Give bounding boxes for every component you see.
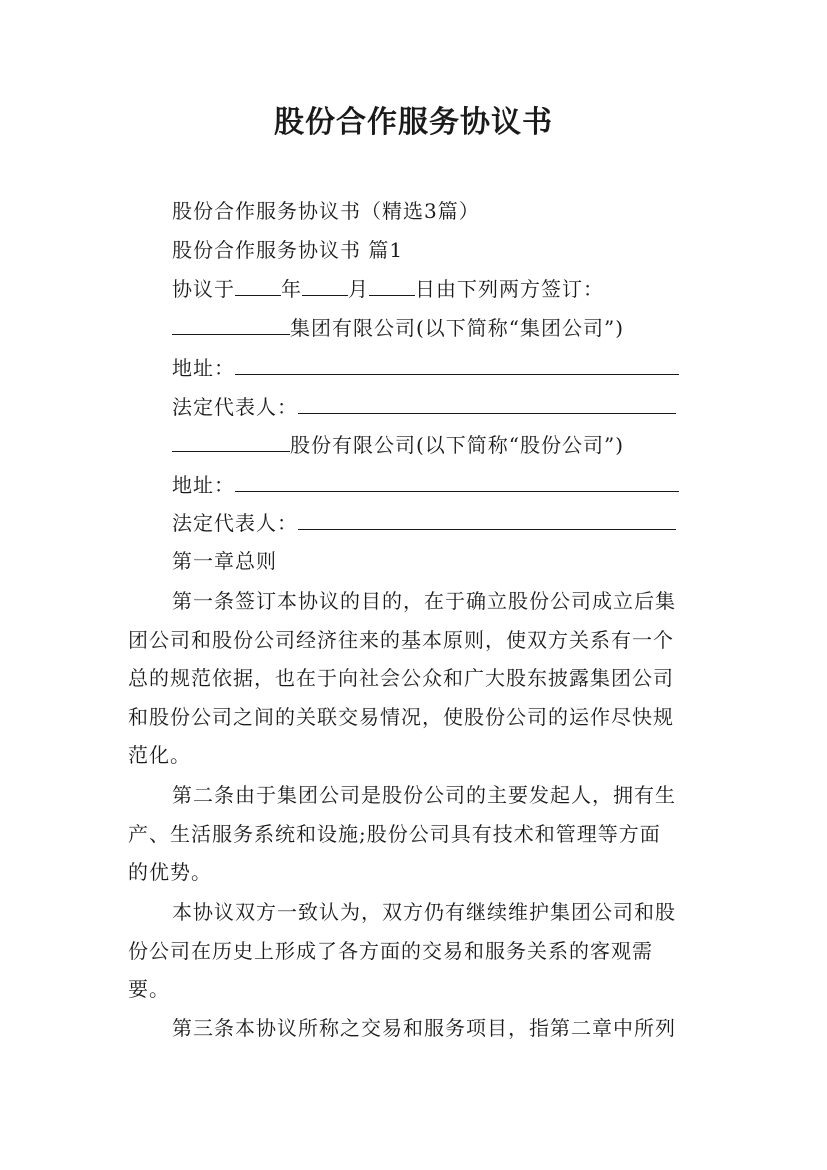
party-a-address-line: [172, 354, 679, 382]
paragraph-line: 产、生活服务系统和设施;股份公司具有技术和管理等方面: [128, 822, 661, 846]
month-blank: [302, 275, 348, 296]
sign-date-line: [172, 275, 604, 303]
paragraph-line: 份公司在历史上形成了各方面的交易和服务关系的客观需: [128, 939, 653, 963]
party-a-name-suffix: 集团有限公司(以下简称“集团公司”): [290, 316, 625, 340]
party-b-address-line: [172, 471, 679, 499]
subtitle: 股份合作服务协议书（精选3篇）: [172, 199, 480, 223]
paragraph-line: 范化。: [128, 743, 191, 767]
party-b-address-label: 地址：: [172, 473, 235, 497]
paragraph-line: 本协议双方一致认为，双方仍有继续维护集团公司和股: [172, 900, 676, 924]
party-a-address-label: 地址：: [172, 356, 235, 380]
paragraph-line: 团公司和股份公司经济往来的基本原则，使双方关系有一个: [128, 628, 674, 652]
paragraph-line: 总的规范依据，也在于向社会公众和广大股东披露集团公司: [128, 666, 674, 690]
document-title: 股份合作服务协议书: [274, 105, 553, 140]
sign-prefix: 协议于: [172, 277, 235, 301]
month-label: 月: [348, 277, 369, 301]
party-a-name-line: [172, 314, 624, 342]
part-heading: 股份合作服务协议书 篇1: [172, 238, 404, 262]
party-a-rep-line: [172, 393, 676, 421]
day-blank: [369, 275, 415, 296]
party-a-name-blank: [172, 314, 290, 335]
sign-suffix: 日由下列两方签订：: [415, 277, 604, 301]
party-b-rep-line: [172, 509, 676, 537]
paragraph-line: 要。: [128, 977, 170, 1001]
party-a-address-blank: [235, 354, 679, 375]
paragraph-line: 和股份公司之间的关联交易情况，使股份公司的运作尽快规: [128, 705, 674, 729]
year-label: 年: [281, 277, 302, 301]
party-b-rep-label: 法定代表人：: [172, 511, 298, 535]
paragraph-line: 的优势。: [128, 860, 212, 884]
chapter-heading: 第一章总则: [172, 549, 277, 573]
party-b-name-blank: [172, 431, 290, 452]
paragraph-line: 第二条由于集团公司是股份公司的主要发起人，拥有生: [172, 783, 676, 807]
year-blank: [235, 275, 281, 296]
party-b-address-blank: [235, 471, 679, 492]
party-a-rep-label: 法定代表人：: [172, 395, 298, 419]
party-b-name-line: [172, 431, 624, 459]
party-a-rep-blank: [298, 393, 676, 414]
party-b-name-suffix: 股份有限公司(以下简称“股份公司”): [290, 433, 625, 457]
party-b-rep-blank: [298, 509, 676, 530]
paragraph-line: 第三条本协议所称之交易和服务项目，指第二章中所列: [172, 1016, 676, 1040]
paragraph-line: 第一条签订本协议的目的，在于确立股份公司成立后集: [172, 589, 676, 613]
